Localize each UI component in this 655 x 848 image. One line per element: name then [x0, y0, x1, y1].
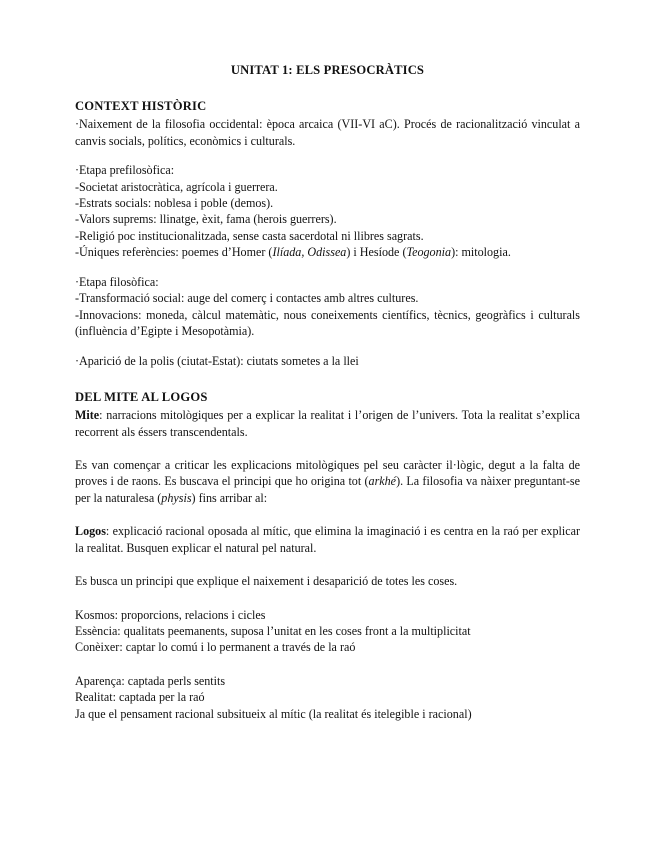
paragraph-critica-mite: Es van començar a criticar les explicacions mitològiques pel seu caràcter il·lògic, degut a la falta de proves i de raons. Es buscava el principi que ho origina tot (arkhé). La filosofia va nàixer preguntant-se per la naturalesa (physis) fins arribar al:	[75, 457, 580, 505]
definition-logos: Logos: explicació racional oposada al mític, que elimina la imaginació i es centra en la raó per explicar la realitat. Busquen explicar el natural pel natural.	[75, 524, 580, 555]
subsection-label-prefilosofica: ·Etapa prefilosòfica:	[75, 163, 175, 178]
concept-line: Ja que el pensament racional subsitueix al mític (la realitat és itelegible i racional)	[75, 706, 472, 721]
list-item: -Societat aristocràtica, agrícola i guerrera.	[75, 179, 278, 194]
concept-line: Essència: qualitats peemanents, suposa l’unitat en les coses front a la multiplicitat	[75, 624, 471, 638]
definition-mite: Mite: narracions mitològiques per a explicar la realitat i l’origen de l’univers. Tota la realitat s’explica recorrent als éssers transcendentals.	[75, 408, 580, 439]
concept-list-kosmos	[75, 607, 580, 656]
list-item: -Estrats socials: noblesa i poble (demos).	[75, 196, 274, 210]
subsection-items-prefilosofica	[75, 179, 580, 245]
spacer	[75, 506, 580, 523]
spacer	[75, 656, 580, 673]
spacer	[75, 590, 580, 607]
term-logos: Logos	[75, 524, 106, 539]
concept-line: Conèixer: captar lo comú i lo permanent a través de la raó	[75, 640, 356, 655]
concept-line: Realitat: captada per la raó	[75, 690, 205, 705]
list-item: -Valors suprems: llinatge, èxit, fama (herois guerrers).	[75, 212, 337, 227]
list-item-uniques-referencies: -Úniques referències: poemes d’Homer (Ilíada, Odissea) i Hesíode (Teogonia): mitologia.	[75, 245, 511, 260]
document-title: UNITAT 1: ELS PRESOCRÀTICS	[230, 63, 425, 77]
spacer	[75, 261, 580, 274]
document-body	[75, 62, 580, 722]
concept-list-aparenca	[75, 673, 580, 722]
concept-line: Kosmos: proporcions, relacions i cicles	[75, 607, 266, 622]
spacer	[75, 340, 580, 353]
spacer	[75, 556, 580, 573]
term-physis: physis	[161, 490, 192, 505]
list-item-innovacions: -Innovacions: moneda, càlcul matemàtic, nous coneixements científics, tècnics, geogràfics i culturals (influència d’Egipte i Mesopotàmia).	[75, 307, 580, 339]
work-title-teogonia: Teogonia	[406, 245, 452, 260]
term-arkhe: arkhé	[368, 474, 397, 489]
section-heading-context-historic: CONTEXT HISTÒRIC	[75, 99, 207, 114]
spacer	[75, 369, 580, 389]
term-mite: Mite	[75, 408, 100, 423]
list-item: -Religió poc institucionalitzada, sense casta sacerdotal ni llibres sagrats.	[75, 228, 424, 243]
subsection-label-filosofica: ·Etapa filosòfica:	[75, 274, 159, 289]
spacer	[75, 440, 580, 457]
paragraph-principi: Es busca un principi que explique el naixement i desaparició de totes les coses.	[75, 574, 458, 589]
section-heading-del-mite-al-logos: DEL MITE AL LOGOS	[75, 389, 208, 404]
context-historic-intro: ·Naixement de la filosofia occidental: època arcaica (VII-VI aC). Procés de racionalització vinculat a canvis socials, polítics, econòmics i culturals.	[75, 117, 580, 148]
work-title-iliada-odissea: Ilíada, Odissea	[272, 245, 347, 260]
concept-line: Aparença: captada perls sentits	[75, 673, 226, 688]
spacer	[75, 149, 580, 162]
list-item-transformacio-social: -Transformació social: auge del comerç i contactes amb altres cultures.	[75, 291, 419, 306]
context-historic-closing: ·Aparició de la polis (ciutat-Estat): ciutats sometes a la llei	[75, 353, 359, 368]
